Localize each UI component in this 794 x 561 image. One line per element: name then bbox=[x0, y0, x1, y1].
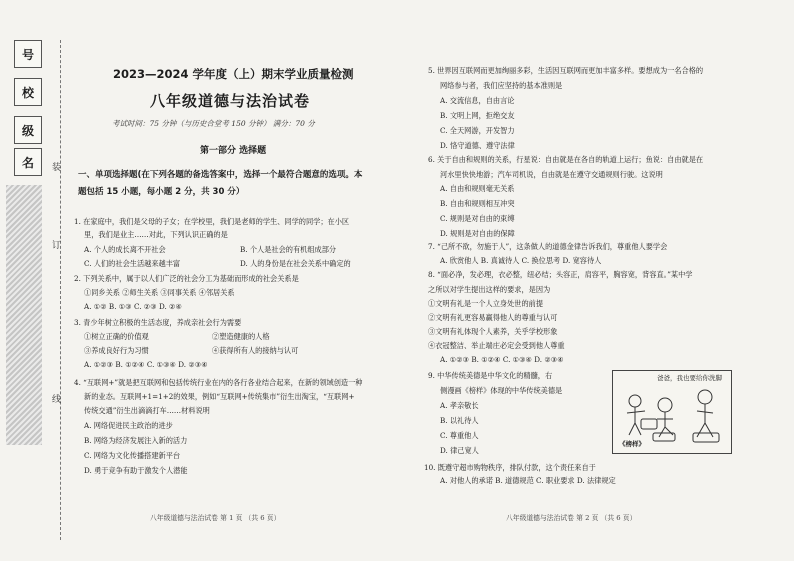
question-4-stem: 4. “互联网+”就是把互联网和包括传统行业在内的各行各业结合起来，在新的领域创造一种 bbox=[74, 378, 363, 387]
question-9-stem: 9. 中华传统美德是中华文化的精髓，右 bbox=[428, 371, 553, 380]
right-page-footer: 八年级道德与法治试卷 第 2 页 （共 6 页） bbox=[506, 514, 637, 522]
question-8-item-2: ②文明有礼更容易赢得他人的尊重与认可 bbox=[428, 313, 558, 322]
question-6-option-a: A. 自由和规则毫无关系 bbox=[440, 184, 515, 193]
cartoon-role-model bbox=[612, 370, 732, 454]
question-6-option-b: B. 自由和规则相互冲突 bbox=[440, 199, 515, 208]
question-2-answers: A. ①② B. ①③ C. ②③ D. ②④ bbox=[84, 302, 182, 311]
question-6-stem: 6. 关于自由和规则的关系，行星说：自由就是在各自的轨道上运行；鱼说：自由就是在 bbox=[428, 155, 704, 164]
question-9-option-a: A. 孝亲敬长 bbox=[440, 401, 479, 410]
question-8-item-4: ④衣冠整洁、举止端庄必定会受到他人尊重 bbox=[428, 341, 565, 350]
question-7-stem: 7. “己所不欲，勿施于人”，这条做人的道德金律告诉我们，尊重他人要学会 bbox=[428, 242, 668, 251]
question-5-option-b: B. 文明上网，拒绝交友 bbox=[440, 111, 515, 120]
question-1-stem-2: 里，我们是业主……对此，下列认识正确的是 bbox=[84, 230, 228, 239]
question-8-stem: 8. “面必净，发必理，衣必整，纽必结；头容正，肩容平，胸容宽，背容直。”某中学 bbox=[428, 270, 693, 279]
question-8-item-1: ①文明有礼是一个人立身处世的前提 bbox=[428, 299, 544, 308]
question-2-stem: 2. 下列关系中，属于以人们广泛的社会分工为基础而形成的社会关系是 bbox=[74, 274, 299, 283]
exam-meta: 考试时间：75 分钟（与历史合堂考 150 分钟） 满分：70 分 bbox=[112, 119, 315, 128]
question-4-stem-2: 新的业态。互联网+1=1+2的效果，例如“互联网+传统集市”衍生出淘宝，“互联网+ bbox=[84, 392, 355, 401]
question-5-option-d: D. 恪守道德、遵守法律 bbox=[440, 141, 515, 150]
question-4-option-a: A. 网络促进民主政治的进步 bbox=[84, 421, 173, 430]
strip-label-ming: 名 bbox=[14, 148, 42, 176]
question-9-stem-2: 侧漫画《榜样》体现的中华传统美德是 bbox=[440, 386, 563, 395]
question-8-stem-2: 之所以对学生提出这样的要求，是因为 bbox=[428, 285, 551, 294]
question-9-option-c: C. 尊重他人 bbox=[440, 431, 479, 440]
strip-label-hao: 号 bbox=[14, 40, 42, 68]
question-5-option-a: A. 交流信息，自由言论 bbox=[440, 96, 515, 105]
blurred-binding-area bbox=[6, 185, 42, 445]
question-9-option-d: D. 律己宽人 bbox=[440, 446, 479, 455]
section-instructions-1: 一、单项选择题(在下列各题的备选答案中，选择一个最符合题意的选项。本 bbox=[78, 170, 363, 180]
question-5-stem-2: 网络参与者，我们应坚持的基本准则是 bbox=[440, 81, 563, 90]
question-9-option-b: B. 以礼待人 bbox=[440, 416, 479, 425]
question-3-item-4: ④获得所有人的接纳与认可 bbox=[212, 346, 299, 355]
question-5-stem: 5. 世界因互联网而更加绚丽多彩，生活因互联网而更加丰富多样。要想成为一名合格的 bbox=[428, 66, 704, 75]
section-instructions-2: 题包括 15 小题，每小题 2 分，共 30 分） bbox=[78, 187, 245, 197]
cartoon-caption: 《榜样》 bbox=[619, 440, 645, 448]
question-1-option-a: A. 个人的成长离不开社会 bbox=[84, 245, 166, 254]
question-10-answers: A. 对他人的承诺 B. 道德规范 C. 职业要求 D. 法律规定 bbox=[440, 476, 616, 485]
question-7-answers: A. 欣赏他人 B. 真诚待人 C. 换位思考 D. 宽容待人 bbox=[440, 256, 602, 265]
question-1-option-d: D. 人的身份是在社会关系中确定的 bbox=[240, 259, 351, 268]
strip-label-ji: 级 bbox=[14, 116, 42, 144]
left-page-footer: 八年级道德与法治试卷 第 1 页 （共 6 页） bbox=[150, 514, 281, 522]
question-8-answers: A. ①②③ B. ①②④ C. ①③④ D. ②③④ bbox=[440, 355, 564, 364]
binding-cut-line bbox=[60, 40, 61, 540]
strip-label-xiao: 校 bbox=[14, 78, 42, 106]
question-1-option-c: C. 人们的社会生活越来越丰富 bbox=[84, 259, 181, 268]
strip-char-xian: 线 bbox=[52, 395, 62, 405]
strip-char-zhuang: 装 bbox=[52, 163, 62, 173]
question-3-stem: 3. 青少年树立积极的生活态度，养成亲社会行为需要 bbox=[74, 318, 242, 327]
question-6-option-d: D. 规则是对自由的保障 bbox=[440, 229, 515, 238]
question-3-item-1: ①树立正确的价值观 bbox=[84, 332, 149, 341]
question-4-stem-3: 传统交通”衍生出滴滴打车……材料说明 bbox=[84, 406, 210, 415]
part-heading: 第一部分 选择题 bbox=[200, 146, 267, 156]
question-3-item-2: ②塑造健康的人格 bbox=[212, 332, 270, 341]
question-3-item-3: ③养成良好行为习惯 bbox=[84, 346, 149, 355]
exam-subject: 八年级道德与法治试卷 bbox=[150, 92, 311, 110]
question-4-option-b: B. 网络为经济发展注入新的活力 bbox=[84, 436, 188, 445]
cartoon-speech-bubble: 爸爸，我也要给你洗脚 bbox=[657, 374, 722, 382]
question-2-items: ①同乡关系 ②师生关系 ③同事关系 ④邻居关系 bbox=[84, 288, 235, 297]
question-4-option-c: C. 网络为文化传播搭建新平台 bbox=[84, 451, 181, 460]
question-4-option-d: D. 勇于竞争有助于激发个人潜能 bbox=[84, 466, 188, 475]
question-10-stem: 10. 既遵守超市购物秩序，排队付款，这个责任来自于 bbox=[424, 463, 596, 472]
question-5-option-c: C. 全天网游，开发智力 bbox=[440, 126, 515, 135]
exam-title: 2023—2024 学年度（上）期末学业质量检测 bbox=[113, 67, 354, 81]
question-1-option-b: B. 个人是社会的有机组成部分 bbox=[240, 245, 337, 254]
question-1-stem: 1. 在家庭中，我们是父母的子女；在学校里，我们是老师的学生、同学的同学；在小区 bbox=[74, 217, 350, 226]
question-6-stem-2: 河水里快快地游；汽车司机说，自由就是在遵守交通规则行驶。这说明 bbox=[440, 170, 663, 179]
question-8-item-3: ③文明有礼体现个人素养，关乎学校形象 bbox=[428, 327, 558, 336]
strip-char-ding: 订 bbox=[52, 241, 62, 251]
question-3-answers: A. ①②③ B. ①②④ C. ①③④ D. ②③④ bbox=[84, 360, 208, 369]
question-6-option-c: C. 规则是对自由的束缚 bbox=[440, 214, 515, 223]
